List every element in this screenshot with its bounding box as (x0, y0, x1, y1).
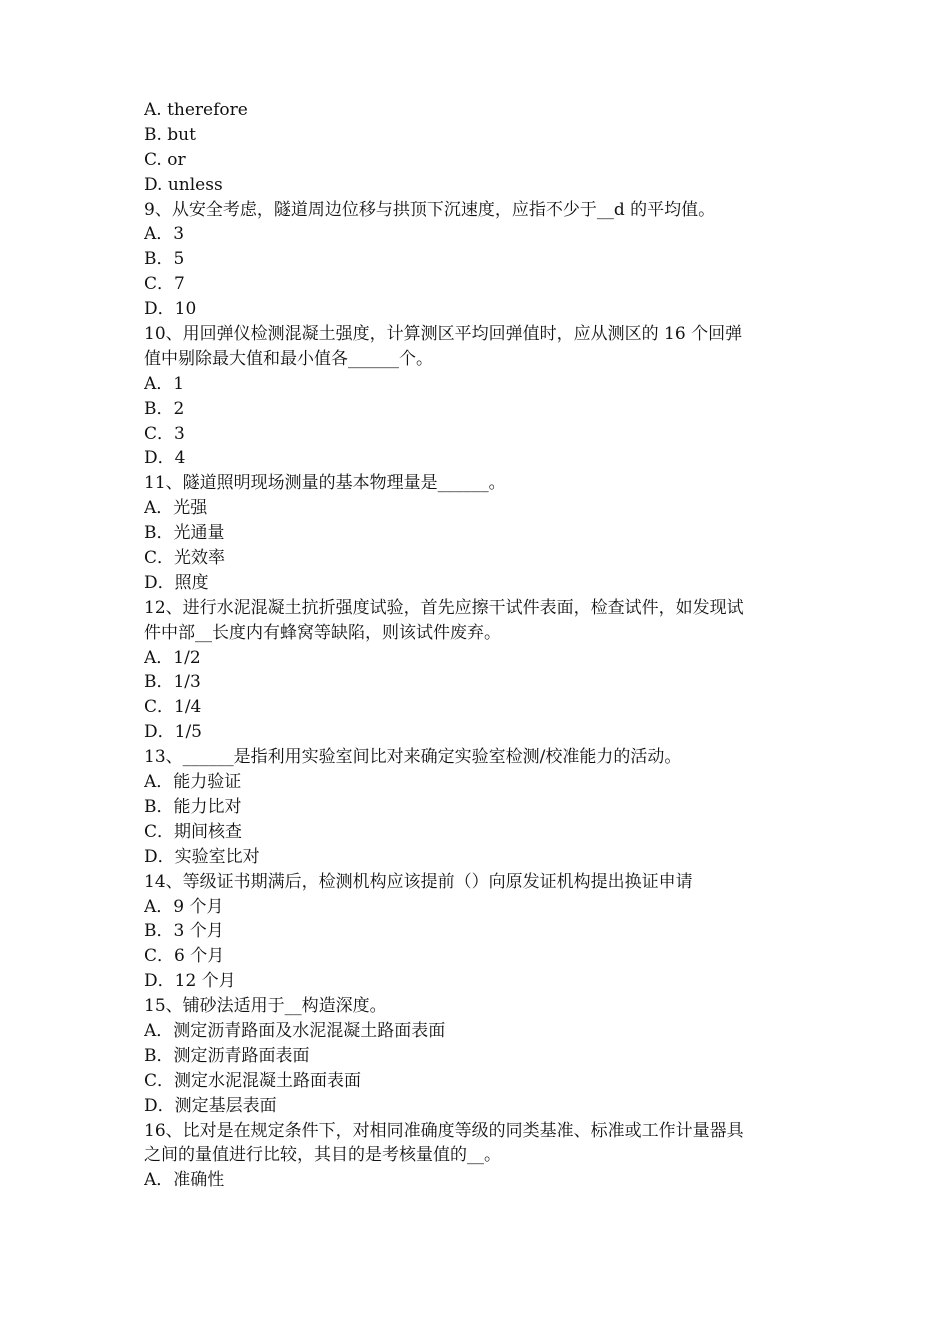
answer-option: D．10 (144, 299, 197, 320)
answer-option: A．准确性 (144, 1170, 225, 1191)
question-text-line: 13、______是指利用实验室间比对来确定实验室检测/校准能力的活动。 (144, 747, 682, 768)
answer-option: D．4 (144, 448, 186, 469)
answer-option: A．1 (144, 373, 185, 394)
answer-option: D．测定基层表面 (144, 1095, 277, 1116)
answer-option: C．6 个月 (144, 946, 225, 967)
answer-option: C．7 (144, 274, 185, 295)
answer-option: C．光效率 (144, 548, 226, 569)
answer-option: A．光强 (144, 498, 208, 519)
answer-option: B．能力比对 (144, 796, 242, 817)
answer-option: D．实验室比对 (144, 846, 260, 867)
answer-option: A．测定沥青路面及水泥混凝土路面表面 (144, 1020, 446, 1041)
question-text-line: 10、用回弹仪检测混凝土强度，计算测区平均回弹值时，应从测区的 16 个回弹 (144, 324, 743, 345)
answer-option: B．5 (144, 249, 185, 270)
question-text-line: 件中部__长度内有蜂窝等缺陷，则该试件废弃。 (144, 622, 501, 643)
answer-option: C. or (144, 149, 186, 170)
answer-option: D．12 个月 (144, 971, 236, 992)
question-text-line: 11、隧道照明现场测量的基本物理量是______。 (144, 473, 506, 494)
answer-option: A．3 (144, 224, 185, 245)
question-text-line: 9、从安全考虑，隧道周边位移与拱顶下沉速度，应指不少于__d 的平均值。 (144, 199, 716, 220)
question-text-line: 值中剔除最大值和最小值各______个。 (144, 348, 433, 369)
question-text-line: 15、铺砂法适用于__构造深度。 (144, 996, 387, 1017)
answer-option: C．3 (144, 423, 185, 444)
answer-option: B．1/3 (144, 672, 201, 693)
question-text-line: 之间的量值进行比较，其目的是考核量值的__。 (144, 1145, 501, 1166)
answer-option: A．9 个月 (144, 896, 224, 917)
answer-option: C．测定水泥混凝土路面表面 (144, 1070, 362, 1091)
answer-option: C．期间核查 (144, 821, 243, 842)
answer-option: B．测定沥青路面表面 (144, 1045, 310, 1066)
question-text-line: 14、等级证书期满后，检测机构应该提前（）向原发证机构提出换证申请 (144, 871, 693, 892)
answer-option: A. therefore (144, 100, 248, 120)
answer-option: B．2 (144, 398, 185, 419)
answer-option: D．1/5 (144, 722, 202, 743)
answer-option: D．照度 (144, 572, 209, 593)
question-text-line: 16、比对是在规定条件下，对相同准确度等级的同类基准、标准或工作计量器具 (144, 1120, 744, 1141)
answer-option: A．能力验证 (144, 772, 242, 793)
answer-option: D. unless (144, 174, 223, 195)
question-text-line: 12、进行水泥混凝土抗折强度试验，首先应擦干试件表面，检查试件，如发现试 (144, 597, 744, 618)
answer-option: B．3 个月 (144, 921, 224, 942)
answer-option: B．光通量 (144, 523, 225, 544)
answer-option: C．1/4 (144, 697, 202, 718)
answer-option: B. but (144, 124, 196, 145)
document-page (144, 98, 824, 1193)
answer-option: A．1/2 (144, 647, 201, 668)
